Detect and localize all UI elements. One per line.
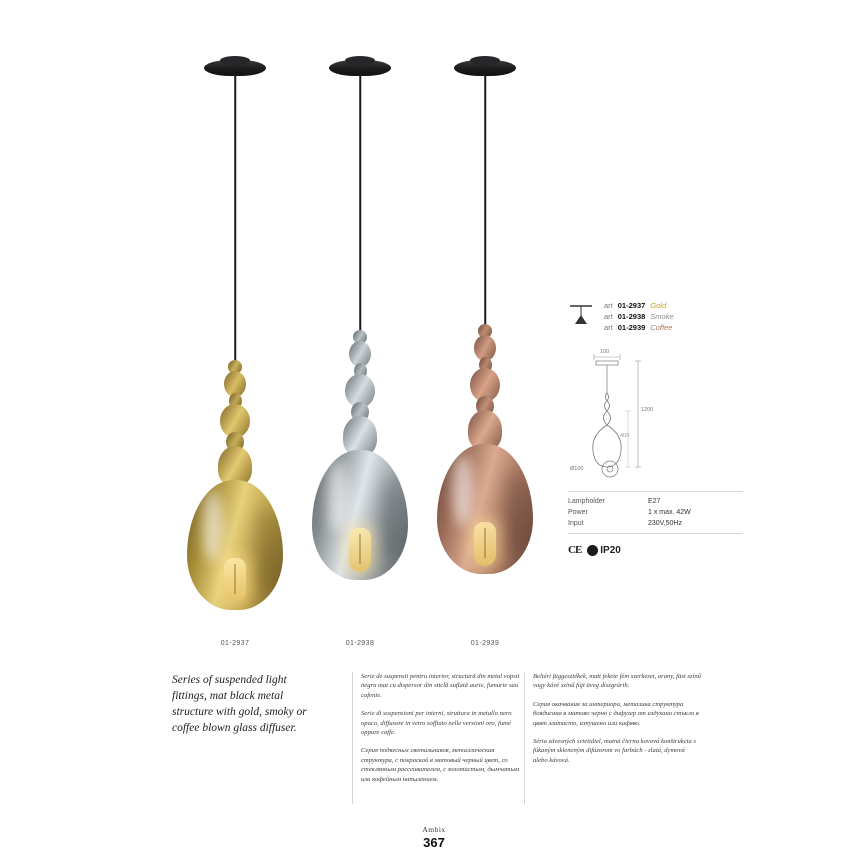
spec-row — [568, 507, 743, 518]
suspension-cord — [484, 74, 486, 336]
page-number: 367 — [423, 835, 445, 850]
article-code-list — [568, 300, 814, 333]
spec-row — [568, 496, 743, 507]
spec-key: Input — [568, 520, 584, 527]
description-section — [0, 664, 868, 814]
product-caption: 01-2937 — [220, 640, 250, 647]
glass-shadow — [252, 506, 277, 591]
glass-diffuser-smoke — [312, 330, 408, 580]
spec-key: Lampholder — [568, 498, 605, 505]
description-paragraph: Serie di sospensioni per interni, struttura in metallo nero opaco, diffusore in vetro soffiato nelle versioni oro, fumé oppure caffe. — [361, 710, 512, 737]
description-paragraph: Серия окачвания за интериора, металика структура боядисана в матово черно с дифузер от издухано стъкло в цвят златисто, изпушено или кафяво. — [533, 700, 699, 727]
spec-row — [568, 518, 743, 529]
light-bulb — [474, 522, 496, 566]
art-label: art — [604, 301, 613, 310]
article-row — [604, 311, 814, 322]
product-lamp-smoke — [290, 60, 430, 640]
spec-key: Power — [568, 509, 588, 516]
art-code: 01-2939 — [617, 323, 646, 332]
glass-bowl — [187, 480, 283, 610]
dim-total-height: 1200 — [641, 407, 654, 413]
plan-view — [598, 459, 638, 479]
filament-wire — [235, 564, 236, 594]
art-finish: Smoke — [650, 312, 674, 321]
specifications-table — [568, 491, 743, 534]
article-row — [604, 300, 814, 311]
art-label: art — [604, 323, 613, 332]
description-paragraph: Séria závesných svietidiel, matná čierna kovová konštrukcia s fúkaným skleneným difúzorom vo farbách - zlatá, dymová alebo kávová. — [533, 738, 696, 764]
glass-highlight — [202, 490, 223, 562]
art-label: art — [604, 312, 613, 321]
article-row — [604, 322, 814, 333]
dim-base-diameter: Ø100 — [570, 466, 584, 472]
description-column-b — [352, 672, 521, 804]
glass-bowl — [437, 444, 533, 574]
product-lamp-gold — [165, 60, 305, 640]
ip-rating-label: IP20 — [600, 544, 621, 556]
brand-name: Ambix — [422, 825, 446, 834]
ce-mark-icon: CE — [568, 544, 582, 556]
spec-value: E27 — [648, 498, 661, 505]
dim-glass-height: 400 — [620, 433, 630, 439]
dim-width-top: 100 — [600, 349, 610, 355]
ip-dot-icon — [587, 545, 598, 556]
glass-neck — [340, 330, 380, 456]
product-caption: 01-2939 — [470, 640, 500, 647]
canopy-top-cap — [470, 56, 500, 65]
product-info-panel — [568, 300, 814, 556]
page-footer — [0, 825, 868, 850]
spec-value: 1 x max. 42W — [648, 509, 691, 516]
light-bulb — [224, 558, 246, 602]
glass-diffuser-coffee — [437, 324, 533, 574]
description-paragraph: Beltéri függesztékek, matt fekete fém szerkezet, arany, füst színű vagy kávé színű fújt üveg díszgrárih. — [533, 673, 701, 690]
art-code: 01-2938 — [617, 312, 646, 321]
spec-value: 230V,50Hz — [648, 520, 682, 527]
art-finish: Gold — [650, 301, 667, 310]
filament-wire — [485, 528, 486, 558]
glass-shadow — [377, 476, 402, 561]
glass-bowl — [312, 450, 408, 580]
glass-shadow — [502, 470, 527, 555]
technical-drawing — [568, 349, 814, 479]
ip-rating-badge — [587, 545, 621, 556]
suspension-cord — [234, 74, 236, 374]
suspension-cord — [359, 74, 361, 342]
art-code: 01-2937 — [617, 301, 646, 310]
glass-neck — [465, 324, 505, 450]
description-column-c — [524, 672, 701, 804]
product-image-stage — [0, 0, 560, 660]
description-paragraph: Серия подвесных светильников, металлическая структура, с покраской в матовый черный цвет, со стеклянным рассеивателем, с золотистым, дымчатым или кофейным напылением. — [361, 747, 520, 783]
light-bulb — [349, 528, 371, 572]
description-main: Series of suspended light fittings, mat black metal structure with gold, smoky or coffee blown glass diffuser. — [172, 674, 307, 734]
certification-marks — [568, 544, 814, 556]
glass-highlight — [327, 460, 348, 532]
pendant-symbol-icon — [568, 302, 594, 328]
glass-diffuser-gold — [187, 360, 283, 610]
canopy-top-cap — [345, 56, 375, 65]
art-finish: Coffee — [650, 323, 673, 332]
filament-wire — [360, 534, 361, 564]
canopy-top-cap — [220, 56, 250, 65]
glass-neck — [215, 360, 255, 486]
description-paragraph: Serie de suspensii pentru interior, structură din metal vopsit negru mat cu dispersor din sticlă suflată aurie, fumurie sau cafenie. — [361, 673, 520, 699]
product-lamp-coffee — [415, 60, 555, 640]
glass-highlight — [452, 454, 473, 526]
product-caption: 01-2938 — [345, 640, 375, 647]
